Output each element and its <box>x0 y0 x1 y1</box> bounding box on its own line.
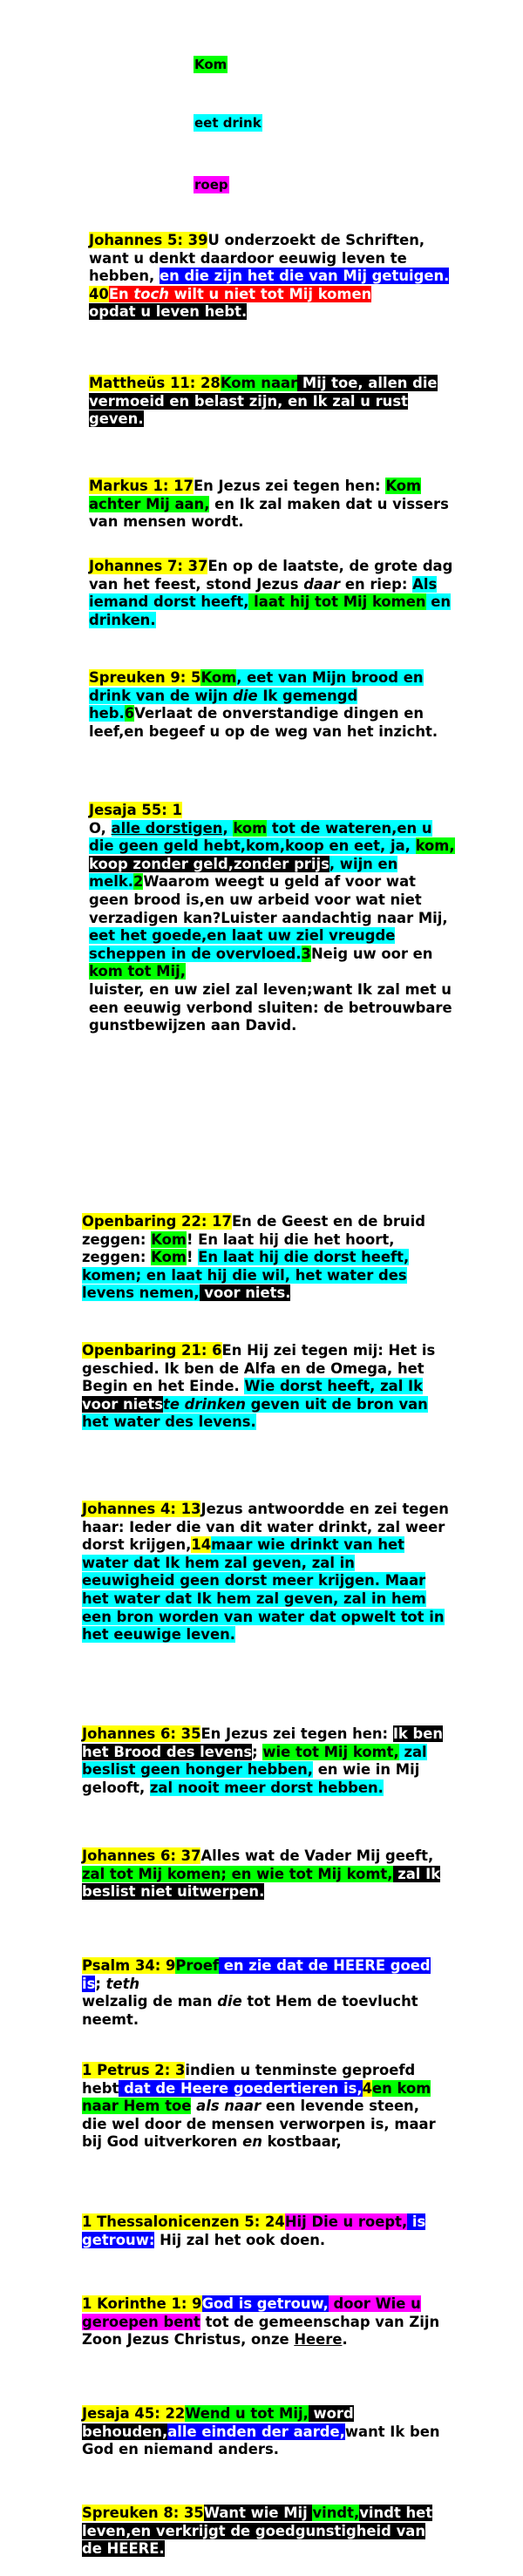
verse-text: , <box>222 819 234 837</box>
verse-text: O, <box>89 819 112 837</box>
verse-text: Als iemand dorst heeft, <box>89 575 438 611</box>
verse-text: en wie in Mij gelooft, <box>82 1761 420 1796</box>
verse-text: die <box>217 1993 242 2010</box>
verse-1-peter-2-3 <box>82 2062 448 2152</box>
verse-text: zal Ik beslist niet uitwerpen. <box>82 1865 441 1901</box>
verse-text: alle einden der aarde, <box>167 2423 345 2440</box>
verse-text: is getrouw: <box>82 2213 426 2248</box>
verse-text: Jezus antwoordde en zei tegen haar: Ieder die van dit water drinkt, zal weer dorst krijgen, <box>82 1501 449 1554</box>
verse-text: , eet van Mijn brood en drink van de wijn <box>89 669 424 704</box>
verse-text: ; <box>95 1975 106 1992</box>
verse-text: Ik gemengd heb. <box>89 687 358 722</box>
verse-text: Hij zal het ook doen. <box>154 2231 326 2248</box>
verse-text: Wend u tot Mij, <box>185 2405 309 2422</box>
verse-number: 3 <box>301 945 311 962</box>
verse-ref: 1 Petrus 2: 3 <box>82 2062 186 2078</box>
verse-text: kom, <box>415 837 455 855</box>
verse-text: Neig uw oor en <box>310 945 433 962</box>
verse-ref: Openbaring 22: 17 <box>82 1213 232 1230</box>
verse-text: want Ik ben God en niemand anders. <box>82 2423 440 2458</box>
verse-text: Kom <box>200 669 237 686</box>
verse-text: Mij toe, allen die vermoeid en belast zijn, en Ik zal u rust geven. <box>89 375 438 428</box>
verse-ref: 1 Korinthe 1: 9 <box>82 2295 202 2312</box>
verse-text: Verlaat de onverstandige dingen en leef,en begeef u op de weg van het inzicht. <box>89 705 438 740</box>
verse-text: maar wie drinkt van het water dat Ik hem zal geven, zal in eeuwigheid geen dorst meer krijgen. Maar het water dat Ik hem zal geven, zal in hem een bron worden van water dat opwelt tot in het eeuwige leven. <box>82 1536 445 1644</box>
verse-ref: Johannes 6: 35 <box>82 1725 201 1742</box>
verse-text: laat hij tot Mij komen <box>248 593 426 611</box>
verse-ref: Spreuken 9: 5 <box>89 669 201 686</box>
verse-ref: Johannes 7: 37 <box>89 558 208 574</box>
verse-john-6-37 <box>82 1847 452 1901</box>
verse-text: kom,koop en eet, ja, <box>246 837 416 855</box>
verse-text: , wijn en melk. <box>89 855 398 891</box>
verse-text: En op de laatste, de grote dag van het feest, stond Jezus <box>89 558 453 593</box>
verse-text: door Wie u geroepen bent <box>82 2295 421 2330</box>
verse-text: ; <box>252 1743 263 1760</box>
verse-text: ! <box>186 1249 199 1266</box>
verse-text: luister, en uw ziel zal leven;want Ik zal met u een eeuwig verbond sluiten: de betrouwbare gunstbewijzen aan David. <box>89 980 452 1034</box>
verse-text: en <box>242 2133 262 2151</box>
verse-text: ,en verkrijgt de goedgunstigheid van de HEERE. <box>82 2522 425 2558</box>
verse-revelation-22-17 <box>82 1213 452 1303</box>
verse-text: En Jezus zei tegen hen: <box>193 478 386 494</box>
verse-text: een levende steen, die wel door de mensen verworpen is, maar bij God uitverkoren <box>82 2098 436 2151</box>
verse-number: 2 <box>132 873 144 891</box>
verse-number: 6 <box>124 705 135 722</box>
verse-text: En laat hij die dorst heeft, komen; en laat hij die wil, het water des levens nemen, <box>82 1249 410 1302</box>
verse-text: Kom <box>151 1230 187 1248</box>
verse-text: En de Geest en de bruid zeggen: <box>82 1213 425 1248</box>
verse-ref: Psalm 34: 9 <box>82 1957 176 1974</box>
verse-1-thessalonians-5-24 <box>82 2213 448 2249</box>
verse-text: Waarom weegt u geld af voor wat geen brood is,en uw arbeid voor wat niet verzadigen kan?Luister aandachtig naar Mij, <box>89 873 448 926</box>
verse-mark-1-17 <box>89 478 455 532</box>
verse-text: Kom achter Mij aan, <box>89 478 422 512</box>
verse-text: teth <box>105 1975 140 1992</box>
verse-text: opdat u leven hebt. <box>89 303 248 321</box>
verse-text: Wie dorst heeft, zal Ik <box>244 1378 424 1395</box>
verse-text: en kom naar Hem toe <box>82 2079 431 2115</box>
verse-text: U onderzoekt de Schriften, want u denkt daardoor eeuwig leven te hebben, <box>89 232 425 285</box>
verse-text: tot Hem de toevlucht neemt. <box>82 1993 418 2028</box>
verse-text: kom tot Mij, <box>89 963 186 980</box>
verse-text: te drinken <box>163 1395 246 1413</box>
verse-text: Kom naar <box>220 375 298 391</box>
verse-text: Heere <box>294 2331 343 2349</box>
verse-proverbs-8-35 <box>82 2505 448 2559</box>
verse-text: wie tot Mij komt, <box>262 1743 399 1760</box>
verse-text: voor niets <box>82 1395 163 1413</box>
verse-text: En Jezus zei tegen hen: <box>200 1725 393 1742</box>
verse-ref: 1 Thessalonicenzen 5: 24 <box>82 2213 285 2230</box>
verse-text: Ik ben het Brood des levens <box>82 1725 444 1760</box>
verse-text: word behouden, <box>82 2405 354 2440</box>
verse-text: wilt u niet tot Mij komen <box>168 285 372 302</box>
verse-number: 40 <box>89 285 109 302</box>
legend-come: Kom <box>194 57 228 72</box>
verse-text: En <box>108 285 134 302</box>
verse-1-corinthians-1-9 <box>82 2295 448 2349</box>
verse-ref: Johannes 5: 39 <box>89 232 208 248</box>
verse-ref: Jesaja 45: 22 <box>82 2405 186 2422</box>
verse-text: En Hij zei tegen mij: Het is geschied. Ik ben de Alfa en de Omega, het Begin en het Einde. <box>82 1342 436 1395</box>
verse-john-4-13 <box>82 1501 452 1644</box>
verse-isaiah-45-22 <box>82 2405 448 2459</box>
verse-text: die <box>233 687 258 704</box>
verse-text: daar <box>303 575 341 593</box>
verse-text: zal nooit meer dorst hebben. <box>149 1779 384 1796</box>
verse-ref: Johannes 4: 13 <box>82 1501 201 1517</box>
verse-number: 14 <box>191 1536 212 1554</box>
verse-text: kostbaar, <box>262 2133 342 2151</box>
verse-isaiah-55-1 <box>89 802 455 1035</box>
verse-text: Want wie Mij <box>203 2505 313 2521</box>
verse-john-7-37 <box>89 558 455 629</box>
verse-psalm-34-9 <box>82 1957 448 2029</box>
verse-proverbs-9-5 <box>89 669 455 741</box>
verse-text: tot de wateren,en u die geen geld hebt, <box>89 819 432 855</box>
verse-text: welzalig de man <box>82 1993 218 2010</box>
verse-text: als naar <box>196 2098 262 2115</box>
verse-text: dat de Heere goedertieren is, <box>119 2079 363 2097</box>
verse-text: toch <box>133 285 169 302</box>
verse-text: alle dorstigen <box>111 819 223 837</box>
verse-ref: Markus 1: 17 <box>89 478 194 494</box>
verse-matthew-11-28 <box>89 375 455 429</box>
verse-text: en drinken. <box>89 593 452 628</box>
verse-text: indien u tenminste geproefd hebt <box>82 2062 416 2097</box>
verse-text: zal tot Mij komen; en wie tot Mij komt, <box>82 1865 393 1882</box>
verse-text: en riep: <box>340 575 413 593</box>
legend-eat-drink: eet drink <box>194 115 262 131</box>
verse-text: Alles wat de Vader Mij geeft, <box>200 1847 434 1864</box>
verse-john-5-39 <box>89 232 455 322</box>
verse-text: zal beslist geen honger hebben, <box>82 1743 427 1779</box>
verse-text: voor niets. <box>199 1285 291 1302</box>
verse-ref: Johannes 6: 37 <box>82 1847 201 1864</box>
verse-text: kom <box>233 819 268 837</box>
verse-text: vindt het leven <box>82 2505 433 2539</box>
verse-ref: Spreuken 8: 35 <box>82 2505 204 2521</box>
verse-revelation-21-6 <box>82 1342 452 1432</box>
verse-text: vindt, <box>312 2505 360 2521</box>
verse-ref: Jesaja 55: 1 <box>89 802 182 818</box>
verse-text: tot de gemeenschap van Zijn Zoon Jezus Christus, onze <box>82 2313 440 2349</box>
verse-text: ! En laat hij die het hoort, zeggen: <box>82 1230 395 1266</box>
verse-ref: Openbaring 21: 6 <box>82 1342 222 1359</box>
verse-john-6-35 <box>82 1725 452 1797</box>
verse-text: en die zijn het die van Mij getuigen. <box>159 268 450 285</box>
verse-text: . <box>342 2331 348 2349</box>
verse-text: Kom <box>151 1249 187 1266</box>
verse-text: eet het goede,en laat uw ziel vreugde scheppen in de overvloed. <box>89 927 396 962</box>
verse-text: God is getrouw, <box>201 2295 329 2312</box>
verse-number: 4 <box>362 2079 373 2097</box>
verse-text: koop zonder geld,zonder prijs <box>89 855 329 872</box>
verse-text: en zie dat de HEERE goed is <box>82 1957 431 1992</box>
verse-text: Hij Die u roept, <box>284 2213 408 2230</box>
verse-text: Proef <box>175 1957 220 1974</box>
legend-call: roep <box>194 177 228 193</box>
verse-ref: Mattheüs 11: 28 <box>89 375 221 391</box>
verse-text: geven uit de bron van het water des levens. <box>82 1395 428 1431</box>
verse-text: en Ik zal maken dat u vissers van mensen wordt. <box>89 495 449 531</box>
